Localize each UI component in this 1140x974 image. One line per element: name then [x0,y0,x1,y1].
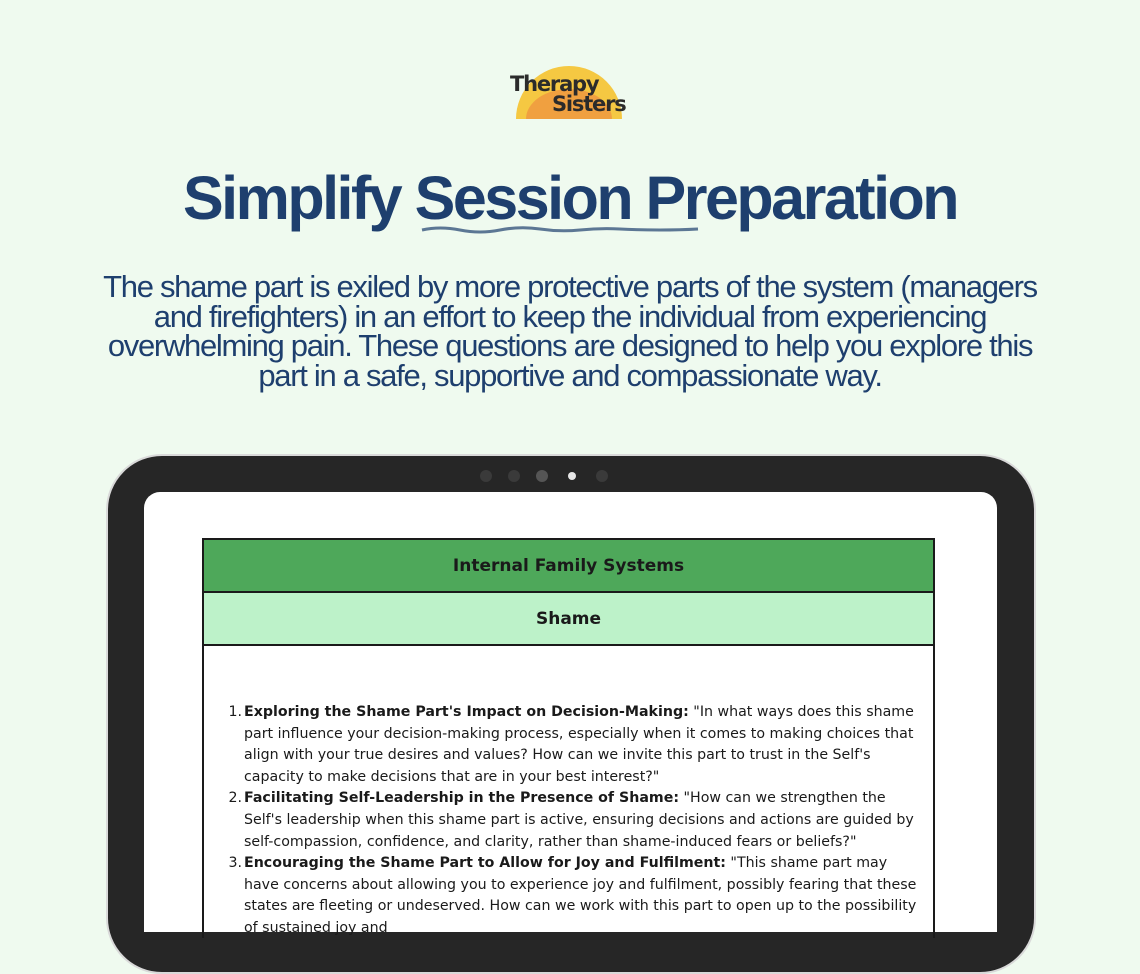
question-list [204,646,933,940]
worksheet-subheader: Shame [204,593,933,646]
brand-line-2: Sisters [552,92,626,116]
sensor-dot [596,470,608,482]
question-text [244,702,919,788]
worksheet-document [202,538,935,938]
question-title: Exploring the Shame Part's Impact on Decision-Making: [244,704,689,720]
question-text [244,788,919,853]
sensor-dot [480,470,492,482]
camera-light [568,472,576,480]
brand-wordmark [510,74,626,114]
list-number: 2. [228,790,242,807]
list-number: 3. [228,855,242,872]
worksheet-header: Internal Family Systems [204,540,933,593]
page-headline: Simplify Session Preparation [182,164,958,232]
question-title: Facilitating Self-Leadership in the Presence of Shame: [244,790,679,807]
list-item [226,788,919,853]
list-item [226,702,919,788]
brand-line-1: Therapy [510,72,599,96]
list-number: 1. [228,704,242,720]
question-body: "This shame part may have concerns about allowing you to experience joy and fulfilment, possibly fearing that these states are fleeting or undeserved. How can we work with this part to open up to the possibility of sustained joy and [244,855,917,936]
camera-lens [536,470,548,482]
question-title: Encouraging the Shame Part to Allow for Joy and Fulfilment: [244,855,726,872]
question-text [244,853,919,939]
list-item [226,853,919,939]
underline-squiggle-decoration [420,224,700,236]
page-subheadline: The shame part is exiled by more protective parts of the system (managers and firefighters) in an effort to keep the individual from experiencing overwhelming pain. These questions are designed to help you explore this part in a safe, supportive and compassionate way. [103,269,1037,393]
question-body: "In what ways does this shame part influence your decision-making process, especially when it comes to making choices that align with your true desires and values? How can we invite this part to trust in the Self's capacity to make decisions that are in your best interest?" [244,704,914,785]
question-body: "How can we strengthen the Self's leadership when this shame part is active, ensuring decisions and actions are guided by self-compassion, confidence, and clarity, rather than shame-induced fears or beliefs?" [244,790,914,850]
brand-logo [504,62,634,126]
sensor-dot [508,470,520,482]
